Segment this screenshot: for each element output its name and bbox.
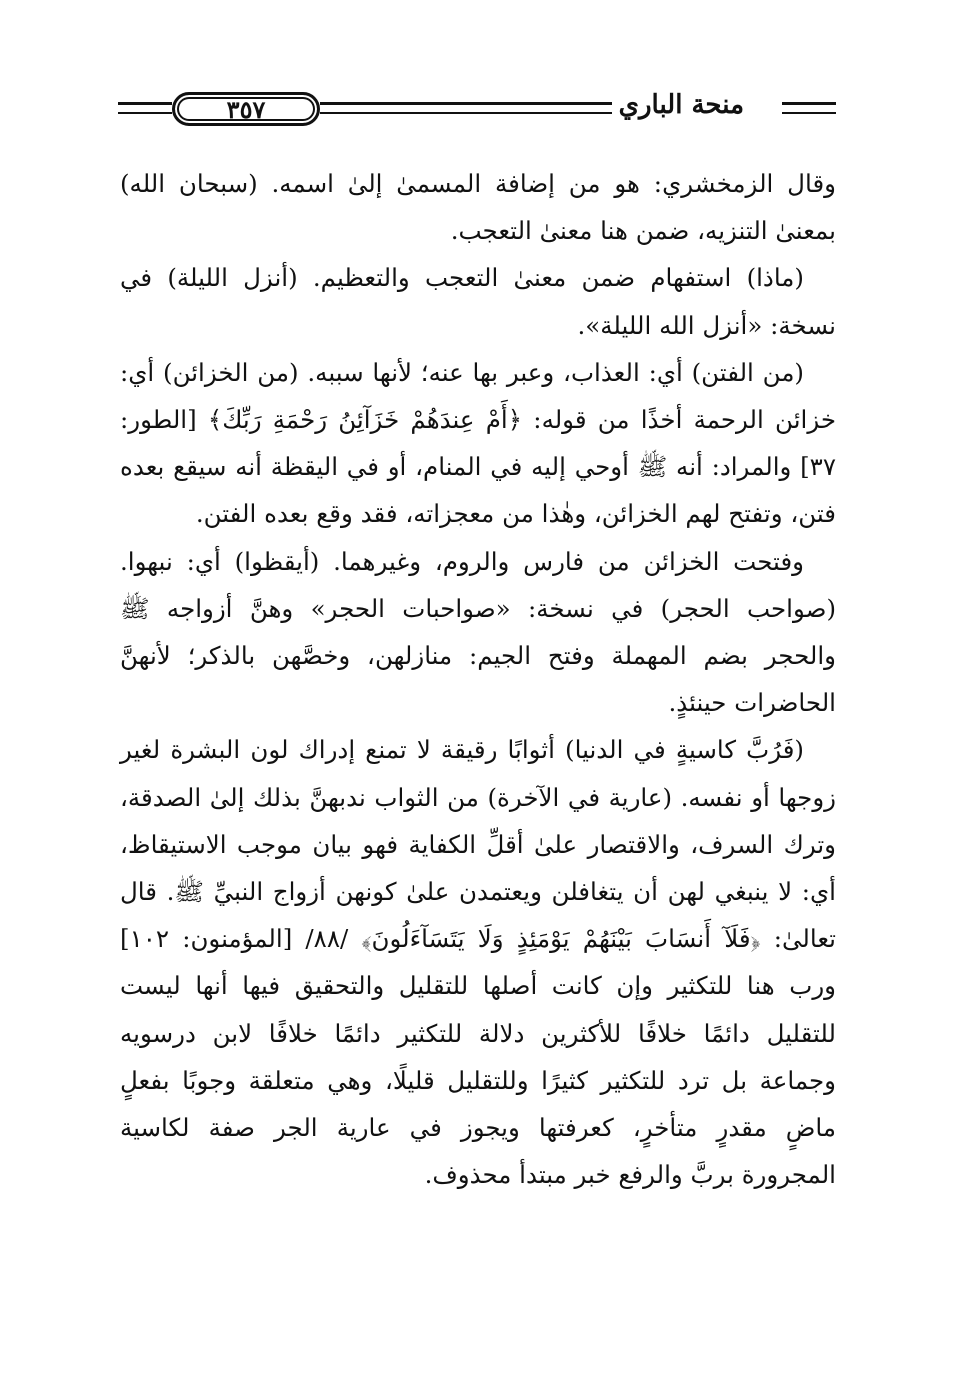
page-number: ٣٥٧ [172,92,320,126]
page-body [120,160,836,1198]
paragraph: (ماذا) استفهام ضمن معنىٰ التعجب والتعظيم. (أنزل الليلة) في نسخة: «أنزل الله الليلة». [120,263,836,340]
header-rule-right-top [782,102,836,105]
paragraph: (من الفتن) أي: العذاب، وعبر بها عنه؛ لأنها سببه. (من الخزائن) أي: خزائن الرحمة أخذًا من قوله: ﴿أَمْ عِندَهُمْ خَزَآئِنُ رَحْمَةِ رَبِّكَ﴾ [الطور: ٣٧] والمراد: أنه ﷺ أوحي إليه في المنام، أو في اليقظة أنه سيقع بعده فتن، وتفتح لهم الخزائن، وهٰذا من معجزاته، فقد وقع بعده الفتن. [120,357,836,529]
page-header [118,88,836,132]
paragraph: وقال الزمخشري: هو من إضافة المسمىٰ إلىٰ اسمه. (سبحان الله) بمعنىٰ التنزيه، ضمن هنا معنىٰ التعجب. [120,169,836,246]
running-title: منحة الباري [618,90,744,120]
header-rule-middle-top [320,102,612,105]
paragraph: وفتحت الخزائن من فارس والروم، وغيرهما. (أيقظوا) أي: نبهوا. (صواحب الحجر) في نسخة: «صواحبات الحجر» وهنَّ أزواجه ﷺ والحجر بضم المهملة وفتح الجيم: منازلهن، وخصَّهن بالذكر؛ لأنهنَّ الحاضرات حينئذٍ. [120,546,836,718]
header-rule-left-top [118,102,172,105]
header-rule-middle-bottom [320,112,612,114]
header-rule-right-bottom [782,112,836,114]
header-rule-left-bottom [118,112,172,114]
paragraph: (فَرُبَّ كاسيةٍ في الدنيا) أثوابًا رقيقة لا تمنع إدراك لون البشرة لغير زوجها أو نفسه. (عارية في الآخرة) من الثواب ندبهنَّ بذلك إلىٰ الصدقة، وترك السرف، والاقتصار علىٰ أقلِّ الكفاية فهو بيان موجب الاستيقاظ، أي: لا ينبغي لهن أن يتغافلن ويعتمدن علىٰ كونهن أزواج النبيِّ ﷺ. قال تعالىٰ: ﴿فَلَآ أَنسَابَ بَيْنَهُمْ يَوْمَئِذٍ وَلَا يَتَسَآءَلُونَ﴾ /٨٨/ [المؤمنون: ١٠٢] ورب هنا للتكثير وإن كانت أصلها للتقليل والتحقيق فيها أنها ليست للتقليل دائمًا خلافًا للأكثرين دلالة للتكثير دائمًا خلافًا لابن درسويه وجماعة بل ترد للتكثير كثيرًا وللتقليل قليلًا، وهي متعلقة وجوبًا بفعلٍ ماضٍ مقدرٍ متأخرٍ، كعرفتها ويجوز في عارية الجر صفة لكاسية المجرورة بربَّ والرفع خبر مبتدأ محذوف. [120,735,836,1190]
